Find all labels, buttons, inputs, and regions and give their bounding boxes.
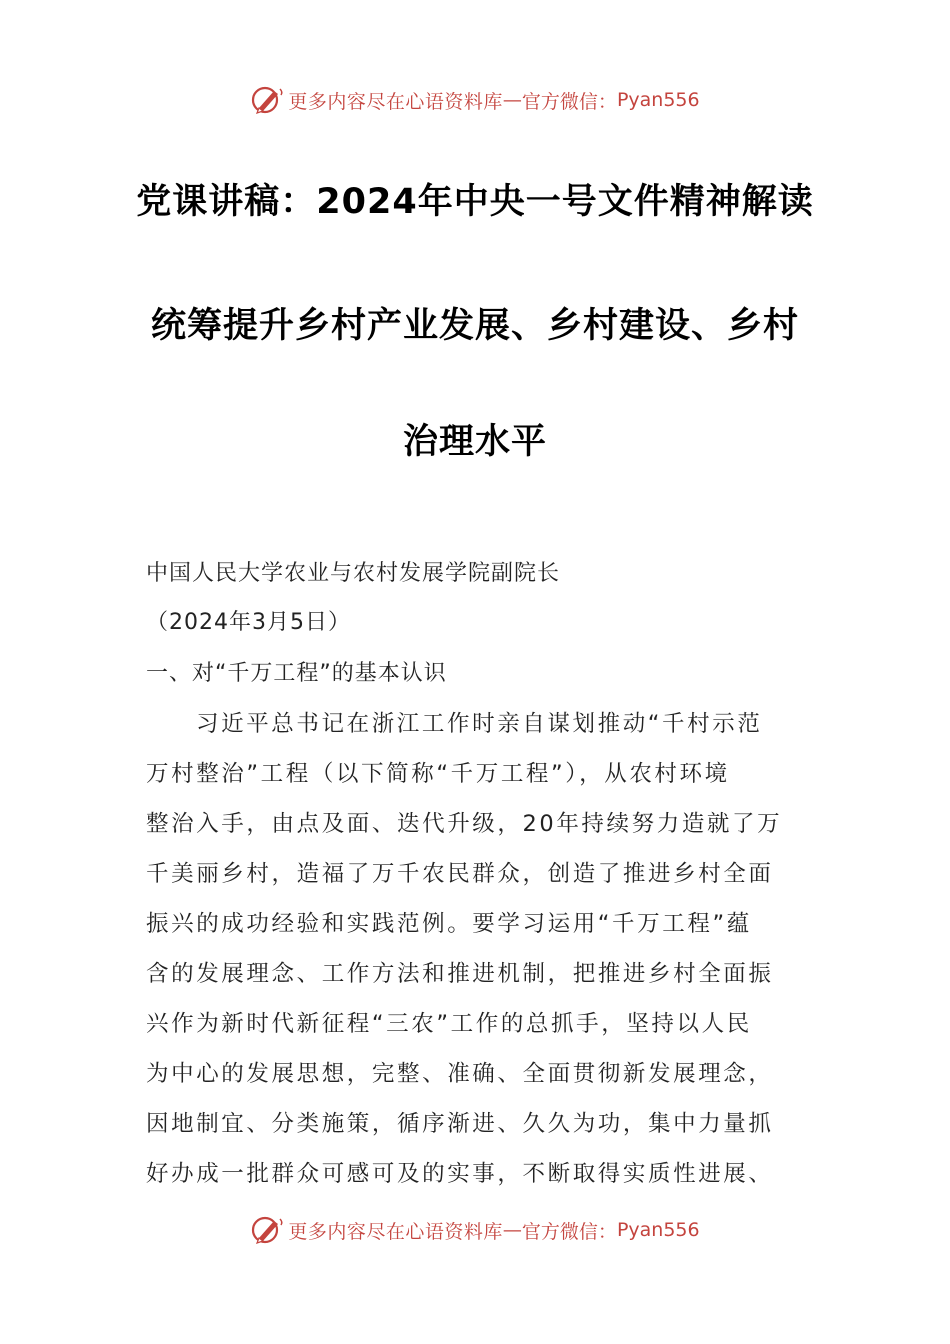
title-line-1: 党课讲稿：2024年中央一号文件精神解读 [136,182,814,222]
section-heading: 一、对“千万工程”的基本认识 [146,661,447,686]
banner-wechat-label: 官方微信： [521,1220,617,1243]
banner-separator: — [502,89,522,111]
banner-wechat-label: 官方微信： [521,90,617,113]
paragraph-line: 好办成一批群众可感可及的实事，不断取得实质性进展、 [146,1161,774,1187]
banner-text: 更多内容尽在心语资料库 [288,1220,503,1243]
paragraph-line: 为中心的发展思想，完整、准确、全面贯彻新发展理念， [146,1061,774,1087]
paragraph-line: 兴作为新时代新征程“三农”工作的总抓手，坚持以人民 [146,1011,752,1037]
paragraph-line: 整治入手，由点及面、迭代升级，20年持续努力造就了万 [146,811,783,837]
date-line: （2024年3月5日） [146,610,351,635]
banner-wechat-id: Pyan556 [616,1219,700,1241]
title-line-2: 统筹提升乡村产业发展、乡村建设、乡村 [150,306,799,346]
footer-banner [0,1210,950,1250]
paragraph-line: 千美丽乡村，造福了万千农民群众，创造了推进乡村全面 [146,861,774,887]
paragraph-line: 振兴的成功经验和实践范例。要学习运用“千万工程”蕴 [146,911,752,937]
banner-wechat-id: Pyan556 [616,89,700,111]
title-line-3: 治理水平 [402,422,547,462]
paragraph-line: 含的发展理念、工作方法和推进机制，把推进乡村全面振 [146,961,774,987]
author-line: 中国人民大学农业与农村发展学院副院长 [146,561,561,586]
pen-logo-icon [250,83,284,117]
header-banner [0,80,950,120]
paragraph-line: 万村整治”工程（以下简称“千万工程”），从农村环境 [146,761,730,787]
banner-text: 更多内容尽在心语资料库 [288,90,503,113]
paragraph-line: 因地制宜、分类施策，循序渐进、久久为功，集中力量抓 [146,1111,774,1137]
pen-logo-icon [250,1213,284,1247]
paragraph-line: 习近平总书记在浙江工作时亲自谋划推动“千村示范 [196,711,763,737]
banner-separator: — [502,1219,522,1241]
